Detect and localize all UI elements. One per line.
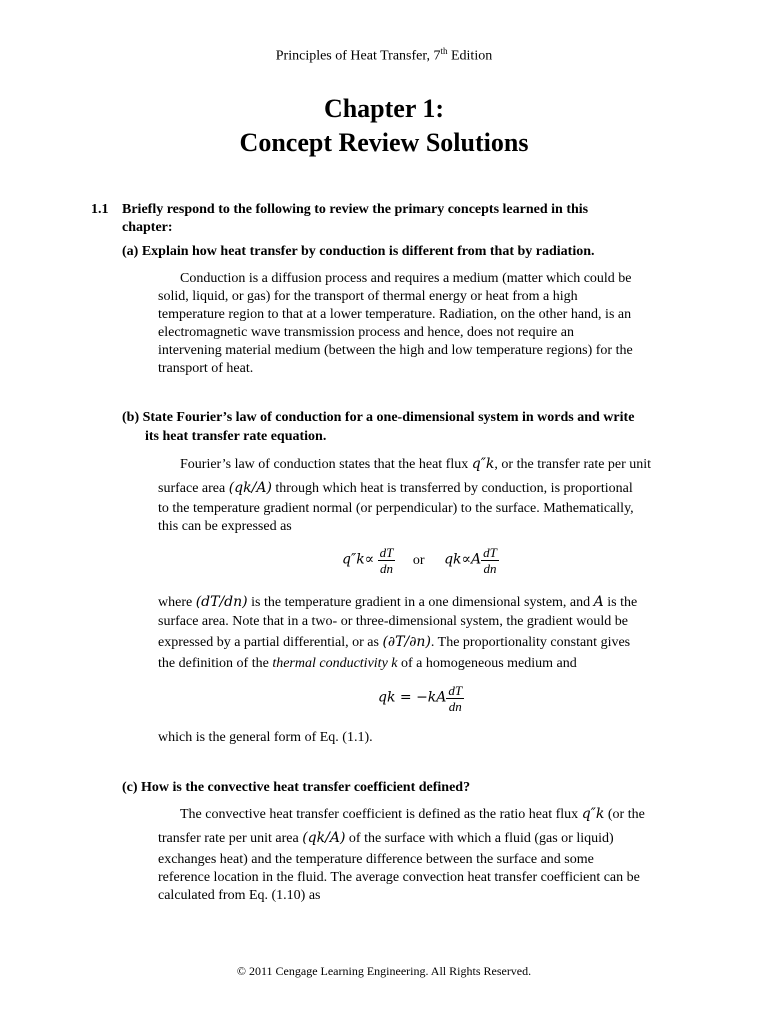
fourier-proportionality-equation (342, 545, 499, 576)
eq-fourier-lhs: qk = −kA (378, 689, 447, 706)
fraction-numerator: dT (379, 545, 394, 560)
running-header (0, 46, 768, 65)
part-a-line: temperature region to that at a lower temperature. Radiation, on the other hand, is an (158, 307, 632, 322)
header-edition: Edition (447, 48, 493, 64)
gradient-symbol: (dT/dn) (195, 594, 248, 610)
text-run: transfer rate per unit area (158, 831, 303, 846)
text-run: , or the transfer rate per unit (494, 457, 652, 472)
problem-intro-line1: Briefly respond to the following to review the primary concepts learned in this (122, 202, 589, 217)
part-a-line: electromagnetic wave transmission process and hence, does not require an (158, 325, 574, 340)
thermal-conductivity-term: thermal conductivity k (272, 656, 398, 671)
text-run: (or the (604, 807, 645, 822)
rate-per-area-symbol: (qk/A) (302, 830, 346, 846)
part-c-para-line4: reference location in the fluid. The average convection heat transfer coefficient can be (158, 870, 640, 885)
part-b-para-line5 (158, 594, 637, 611)
part-c-question: (c) How is the convective heat transfer coefficient defined? (122, 780, 471, 795)
text-run: Fourier’s law of conduction states that the heat flux (180, 457, 472, 472)
part-b-para-line8 (158, 656, 577, 672)
problem-number: 1.1 (91, 202, 109, 217)
fourier-law-equation (378, 683, 464, 714)
part-b-question-line1: (b) State Fourier’s law of conduction for a one-dimensional system in words and write (122, 410, 635, 425)
part-b-para-line3: to the temperature gradient normal (or perpendicular) to the surface. Mathematically, (158, 501, 634, 516)
part-b-para-line6: surface area. Note that in a two- or three-dimensional system, the gradient would be (158, 614, 629, 629)
fraction-denominator: dn (483, 561, 497, 576)
part-a-line: transport of heat. (158, 361, 254, 376)
copyright-footer: © 2011 Cengage Learning Engineering. All Rights Reserved. (236, 964, 532, 978)
text-run: is the temperature gradient in a one dimensional system, and (247, 595, 594, 610)
text-run: is the (603, 595, 638, 610)
part-a-line: solid, liquid, or gas) for the transport of thermal energy or heat from a high (158, 289, 578, 304)
part-c-para-line5: calculated from Eq. (1.10) as (158, 888, 321, 903)
text-run: the definition of the (158, 656, 273, 671)
part-c-para-line1 (180, 806, 645, 823)
rate-per-area-symbol: (qk/A) (228, 480, 272, 496)
part-b-para-line4: this can be expressed as (158, 519, 292, 534)
dt-dn-fraction (481, 545, 499, 576)
fraction-denominator: dn (380, 561, 394, 576)
text-run: . The proportionality constant gives (430, 635, 631, 650)
part-b-question-line2: its heat transfer rate equation. (145, 429, 327, 444)
text-run: of a homogeneous medium and (397, 656, 577, 671)
eq-rhs-rate: qk∝A (444, 551, 482, 568)
part-b-para-line2 (158, 480, 633, 497)
part-a-question: (a) Explain how heat transfer by conduction is different from that by radiation. (122, 244, 595, 259)
part-a-line: intervening material medium (between the high and low temperature regions) for the (158, 343, 633, 358)
eq-lhs-flux: q″k∝ (342, 551, 375, 568)
part-c-para-line3: exchanges heat) and the temperature difference between the surface and some (158, 852, 594, 867)
chapter-title: Chapter 1: (323, 94, 445, 123)
text-run: where (158, 595, 196, 610)
part-a-line: Conduction is a diffusion process and requires a medium (matter which could be (180, 271, 632, 286)
heat-flux-symbol: q″k (471, 456, 495, 472)
text-run: of the surface with which a fluid (gas or liquid) (345, 831, 614, 846)
text-run: expressed by a partial differential, or as (158, 635, 383, 650)
header-title: Principles of Heat Transfer, 7 (275, 48, 441, 64)
part-c-para-line2 (158, 830, 614, 847)
area-symbol: A (593, 594, 604, 610)
part-b-para-line1 (180, 456, 651, 473)
part-b-para-line7 (158, 634, 630, 651)
partial-gradient-symbol: (∂T/∂n) (382, 634, 431, 650)
heat-flux-symbol: q″k (581, 806, 605, 822)
text-run: The convective heat transfer coefficient is defined as the ratio heat flux (180, 807, 582, 822)
chapter-subtitle: Concept Review Solutions (239, 128, 529, 157)
dt-dn-fraction (446, 683, 464, 714)
part-a-answer (158, 270, 698, 378)
part-b-para-line9: which is the general form of Eq. (1.1). (158, 730, 373, 745)
fraction-numerator: dT (448, 683, 463, 698)
fraction-numerator: dT (483, 545, 497, 560)
fraction-denominator: dn (448, 699, 462, 714)
text-run: through which heat is transferred by conduction, is proportional (271, 481, 633, 496)
header-superscript: th (440, 46, 448, 56)
text-run: surface area (158, 481, 229, 496)
eq-or: or (412, 552, 425, 568)
dt-dn-fraction (378, 545, 396, 576)
problem-intro-line2: chapter: (122, 220, 173, 235)
